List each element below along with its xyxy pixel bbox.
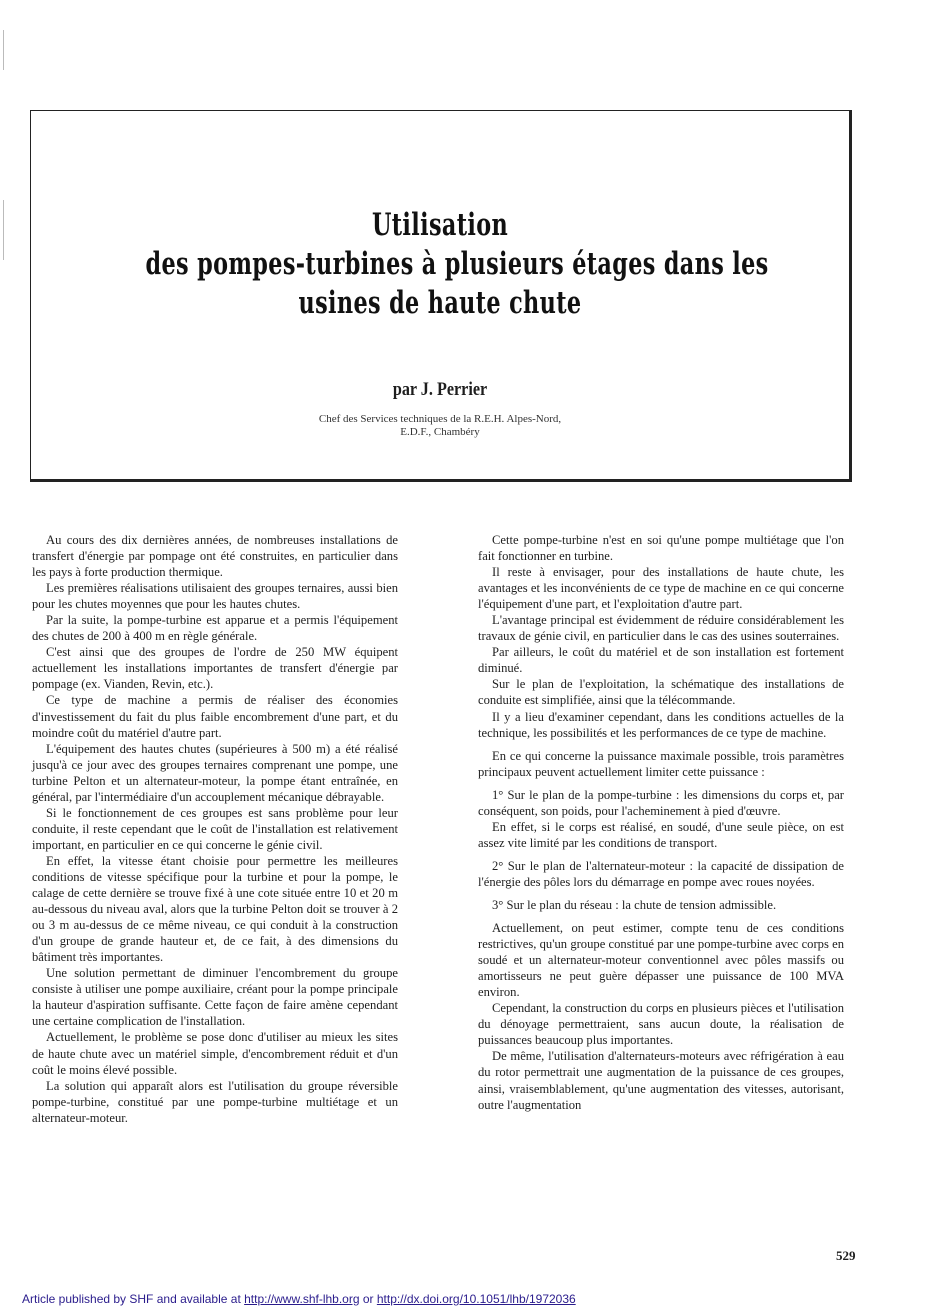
paragraph: Il y a lieu d'examiner cependant, dans les conditions actuelles de la technique, les possibilités et les performances de ce type de machine. xyxy=(478,709,844,740)
article-title xyxy=(145,206,769,323)
title-line: des pompes-turbines à plusieurs étages dans les xyxy=(145,246,769,282)
paragraph: Actuellement, on peut estimer, compte tenu de ces conditions restrictives, qu'un groupe constitué par une pompe-turbine avec corps en soudé et un alternateur-moteur conventionnel avec pôles massifs ou amortisseurs ne peut guère dépasser une puissance de 100 MVA environ. xyxy=(478,921,844,1000)
page-number: 529 xyxy=(836,1248,856,1263)
footer-prefix: Article published by SHF and available at xyxy=(22,1292,245,1306)
paragraph: Cette pompe-turbine n'est en soi qu'une pompe multiétage que l'on fait fonctionner en turbine. xyxy=(478,533,844,564)
paragraph: Les premières réalisations utilisaient des groupes ternaires, aussi bien pour les chutes moyennes que pour les hautes chutes. xyxy=(32,581,398,612)
paragraph: En effet, la vitesse étant choisie pour permettre les meilleures conditions de vitesse spécifique pour la turbine et pour la pompe, le calage de cette dernière se trouve fixé à une cote située entre 10 et 20 m au-dessous du niveau aval, alors que la turbine Pelton doit se trouver à 2 ou 3 m au-dessus de ce même niveau, ce qui conduit à la construction d'un groupe de grande hauteur et, de ce fait, à des dimensions du bâtiment très importantes. xyxy=(32,853,398,965)
paragraph: En ce qui concerne la puissance maximale possible, trois paramètres principaux peuvent actuellement limiter cette puissance : xyxy=(478,748,844,779)
doi-link[interactable]: http://dx.doi.org/10.1051/lhb/1972036 xyxy=(376,1292,576,1306)
title-line: Utilisation xyxy=(371,207,509,243)
paragraph: 1° Sur le plan de la pompe-turbine : les dimensions du corps et, par conséquent, son poids, pour l'acheminement à pied d'œuvre. xyxy=(478,787,844,818)
paragraph: En effet, si le corps est réalisé, en soudé, d'une seule pièce, on est assez vite limité par les conditions de transport. xyxy=(478,819,844,850)
paragraph: Ce type de machine a permis de réaliser des économies d'investissement du fait du plus faible encombrement d'une part, et du moindre coût du matériel d'autre part. xyxy=(32,693,398,740)
paragraph: 2° Sur le plan de l'alternateur-moteur : la capacité de dissipation de l'énergie des pôles lors du démarrage en pompe avec roues noyées. xyxy=(478,858,844,889)
paragraph: C'est ainsi que des groupes de l'ordre de 250 MW équipent actuellement les installations importantes de transfert d'énergie par pompage (ex. Vianden, Revin, etc.). xyxy=(32,645,398,692)
footer-citation xyxy=(22,1292,576,1306)
paragraph: Au cours des dix dernières années, de nombreuses installations de transfert d'énergie par pompage ont été construites, en particulier dans les pays à forte production thermique. xyxy=(32,533,398,580)
paragraph: 3° Sur le plan du réseau : la chute de tension admissible. xyxy=(492,897,777,912)
scan-margin-mark xyxy=(3,30,4,70)
left-column xyxy=(32,532,398,1126)
paragraph: Actuellement, le problème se pose donc d'utiliser au mieux les sites de haute chute avec un matériel simple, d'encombrement réduit et d'un coût le moins élevé possible. xyxy=(32,1030,398,1077)
shf-lhb-link[interactable]: http://www.shf-lhb.org xyxy=(244,1292,360,1306)
paragraph: Il reste à envisager, pour des installations de haute chute, les avantages et les inconvénients de ce type de machine en ce qui concerne l'équipement d'une part, et l'exploitation d'autre part. xyxy=(478,565,844,612)
author: par J. Perrier xyxy=(392,379,488,400)
paragraph: Par la suite, la pompe-turbine est apparue et a permis l'équipement des chutes de 200 à 400 m en règle générale. xyxy=(32,613,398,644)
paragraph: Par ailleurs, le coût du matériel et de son installation est fortement diminué. xyxy=(478,645,844,676)
paragraph: L'équipement des hautes chutes (supérieures à 500 m) a été réalisé jusqu'à ce jour avec des groupes ternaires comprenant une pompe, une turbine Pelton et un alternateur-moteur, la pompe étant entraînée, en général, par l'intermédiaire d'un accouplement mécanique débrayable. xyxy=(32,741,398,804)
footer-middle: or xyxy=(359,1292,377,1306)
title-box xyxy=(30,110,852,482)
paragraph: La solution qui apparaît alors est l'utilisation du groupe réversible pompe-turbine, constitué par une pompe-turbine multiétage et un alternateur-moteur. xyxy=(32,1078,398,1125)
affiliation xyxy=(31,413,849,439)
scan-margin-mark xyxy=(3,200,4,260)
title-line: usines de haute chute xyxy=(298,285,582,321)
paragraph: Une solution permettant de diminuer l'encombrement du groupe consiste à utiliser une pompe auxiliaire, créant pour la pompe principale la hauteur d'aspiration suffisante. Cette façon de faire amène cependant une certaine complication de l'installation. xyxy=(32,966,398,1029)
paragraph: De même, l'utilisation d'alternateurs-moteurs avec réfrigération à eau du rotor permettrait une augmentation de la puissance de ces groupes, ainsi, vraisemblablement, qu'une augmentation des vitesses, autorisant, outre l'augmentation xyxy=(478,1049,844,1112)
right-column xyxy=(478,532,844,1113)
affiliation-line: E.D.F., Chambéry xyxy=(400,426,480,438)
paragraph: L'avantage principal est évidemment de réduire considérablement les travaux de génie civil, en particulier dans le cas des usines souterraines. xyxy=(478,613,844,644)
paragraph: Si le fonctionnement de ces groupes est sans problème pour leur conduite, il reste cependant que le coût de l'installation est relativement important, en particulier en ce qui concerne le génie civil. xyxy=(32,805,398,852)
paragraph: Cependant, la construction du corps en plusieurs pièces et l'utilisation du dénoyage permettraient, sans aucun doute, la réalisation de puissances beaucoup plus importantes. xyxy=(478,1001,844,1048)
affiliation-line: Chef des Services techniques de la R.E.H. Alpes-Nord, xyxy=(318,413,562,425)
paragraph: Sur le plan de l'exploitation, la schématique des installations de conduite est simplifiée, ainsi que la télécommande. xyxy=(478,677,844,708)
